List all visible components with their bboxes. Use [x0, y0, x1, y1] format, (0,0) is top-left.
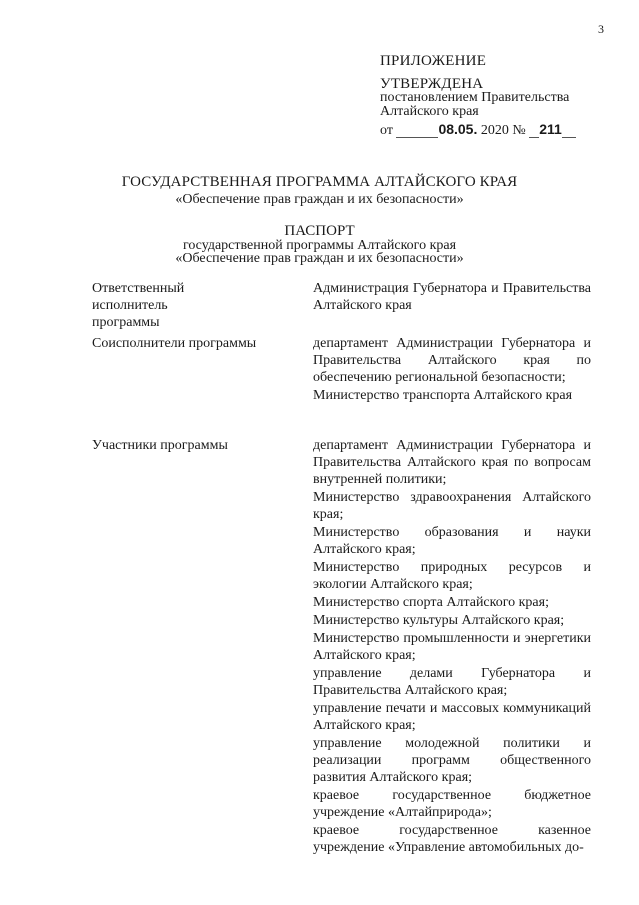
passport-subtitle-line-1: государственной программы Алтайского края [182, 238, 457, 253]
list-item: Министерство образования и науки Алтайского края; [313, 525, 591, 557]
list-item: краевое государственное бюджетное учреждение «Алтайприрода»; [313, 788, 591, 820]
handwritten-date: 08.05. [438, 121, 478, 137]
list-item: Администрация Губернатора и Правительства Алтайского края [313, 281, 591, 313]
passport-title: ПАСПОРТ [284, 223, 355, 239]
list-item: Министерство спорта Алтайского края; [313, 595, 549, 610]
approved-heading: УТВЕРЖДЕНА [380, 76, 484, 92]
decree-date-row [380, 122, 620, 138]
decree-line-2: Алтайского края [380, 104, 479, 119]
handwritten-number: 211 [539, 121, 562, 137]
list-item: департамент Администрации Губернатора и Правительства Алтайского края по вопросам внутренней политики; [313, 438, 591, 487]
decree-line-1: постановлением Правительства [380, 90, 570, 105]
responsible-executor-label: Ответственный исполнитель программы [92, 281, 185, 330]
page-number: 3 [598, 22, 604, 36]
passport-subtitle-line-2: «Обеспечение прав граждан и их безопасности» [175, 251, 464, 266]
list-item: управление печати и массовых коммуникаций Алтайского края; [313, 701, 591, 733]
list-item: департамент Администрации Губернатора и Правительства Алтайского края по обеспечению региональной безопасности; [313, 336, 591, 385]
number-blank-line-end [562, 124, 576, 138]
list-item: Министерство природных ресурсов и экологии Алтайского края; [313, 560, 591, 592]
list-item: Министерство здравоохранения Алтайского края; [313, 490, 591, 522]
attachment-heading: ПРИЛОЖЕНИЕ [380, 53, 487, 69]
passport-title-block [0, 225, 639, 265]
program-title-block [0, 174, 639, 208]
participants-value [313, 437, 591, 856]
list-item: краевое государственное казенное учреждение «Управление автомобильных до- [313, 823, 591, 855]
list-item: Министерство культуры Алтайского края; [313, 613, 565, 628]
program-subtitle: «Обеспечение прав граждан и их безопасности» [175, 192, 464, 207]
approval-block [380, 54, 620, 138]
list-item: Министерство транспорта Алтайского края [313, 388, 573, 403]
list-item: управление делами Губернатора и Правительства Алтайского края; [313, 666, 591, 698]
year-and-number-sign: 2020 № [480, 123, 526, 138]
co-executors-value [313, 335, 591, 404]
co-executors-label: Соисполнители программы [92, 336, 257, 351]
list-item: Министерство промышленности и энергетики Алтайского края; [313, 631, 591, 663]
participants-label: Участники программы [92, 438, 228, 453]
number-blank-line [529, 124, 539, 138]
program-title: ГОСУДАРСТВЕННАЯ ПРОГРАММА АЛТАЙСКОГО КРАЯ [121, 174, 518, 190]
list-item: управление молодежной политики и реализации программ общественного развития Алтайского края; [313, 736, 591, 785]
date-blank-line [396, 124, 438, 138]
date-prefix: от [380, 123, 393, 138]
responsible-executor-value [313, 280, 591, 314]
